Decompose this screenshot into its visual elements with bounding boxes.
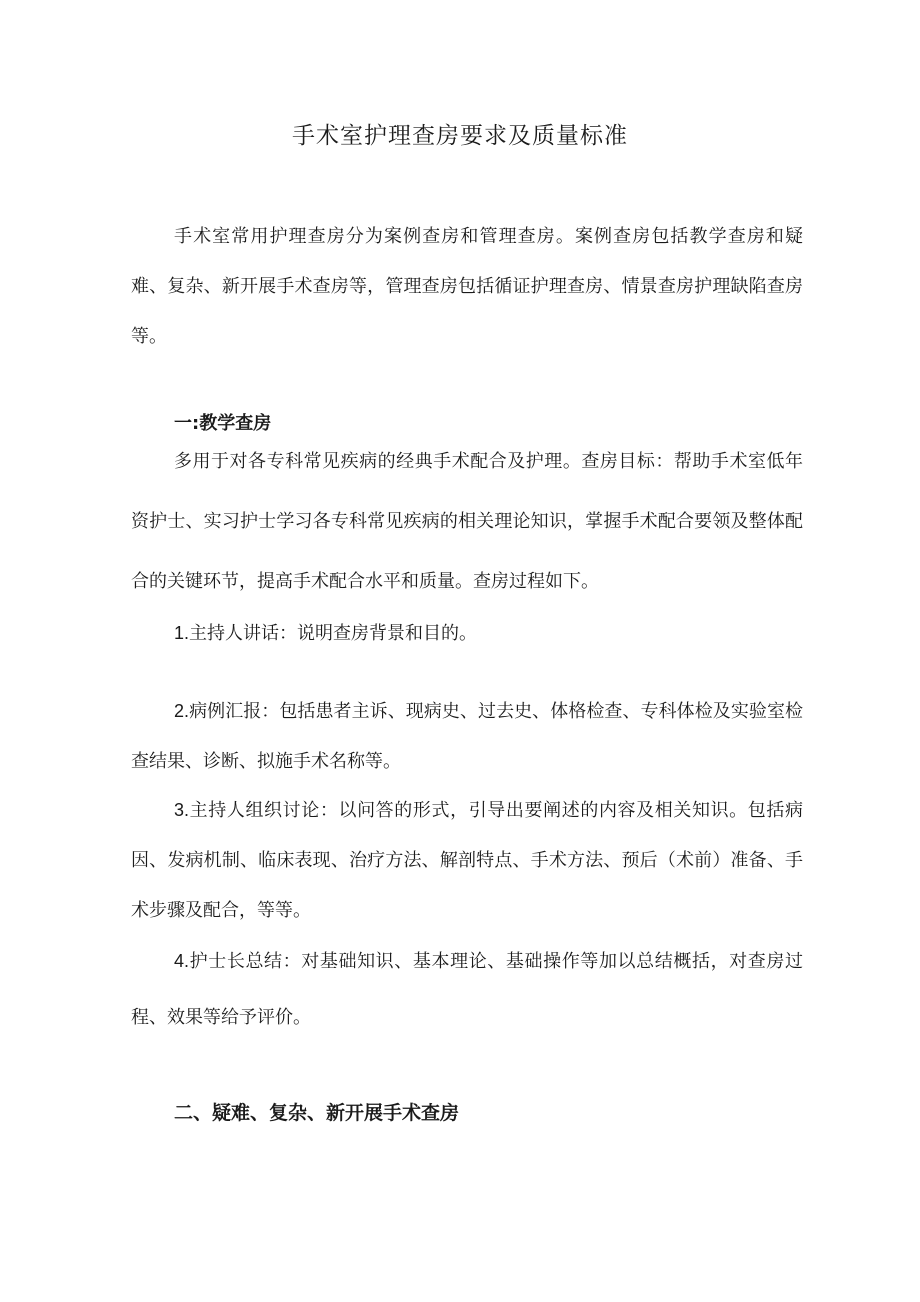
section-heading-complex-surgery-rounds: 二、疑难、复杂、新开展手术查房: [174, 1102, 460, 1124]
list-item-number: 1.: [174, 623, 190, 643]
list-item-text: 护士长总结：对基础知识、基本理论、基础操作等加以总结概括，对查房过程、效果等给予评价。: [131, 951, 803, 1028]
list-item: [131, 686, 803, 787]
list-item: [131, 608, 803, 659]
list-item-text: 病例汇报：包括患者主诉、现病史、过去史、体格检查、专科体检及实验室检查结果、诊断、拟施手术名称等。: [131, 701, 803, 772]
list-item-number: 2.: [174, 701, 190, 721]
list-item-text: 主持人组织讨论：以问答的形式，引导出要阐述的内容及相关知识。包括病因、发病机制、临床表现、治疗方法、解剖特点、手术方法、预后（术前）准备、手术步骤及配合，等等。: [131, 800, 803, 921]
teaching-rounds-paragraph: 多用于对各专科常见疾病的经典手术配合及护理。查房目标：帮助手术室低年资护士、实习护士学习各专科常见疾病的相关理论知识，掌握手术配合要领及整体配合的关键环节，提高手术配合水平和质量。查房过程如下。: [131, 451, 803, 592]
list-item: [131, 933, 803, 1046]
list-item: [131, 785, 803, 936]
intro-paragraph: 手术室常用护理查房分为案例查房和管理查房。案例查房包括教学查房和疑难、复杂、新开展手术查房等，管理查房包括循证护理查房、情景查房护理缺陷查房等。: [131, 226, 803, 347]
list-item-text: 主持人讲话：说明查房背景和目的。: [189, 623, 478, 644]
list-item-number: 4.: [174, 951, 190, 971]
list-item-number: 3.: [174, 800, 190, 820]
section-heading-teaching-rounds: 一:教学查房: [174, 413, 272, 434]
document-title: 手术室护理查房要求及质量标准: [292, 123, 628, 149]
